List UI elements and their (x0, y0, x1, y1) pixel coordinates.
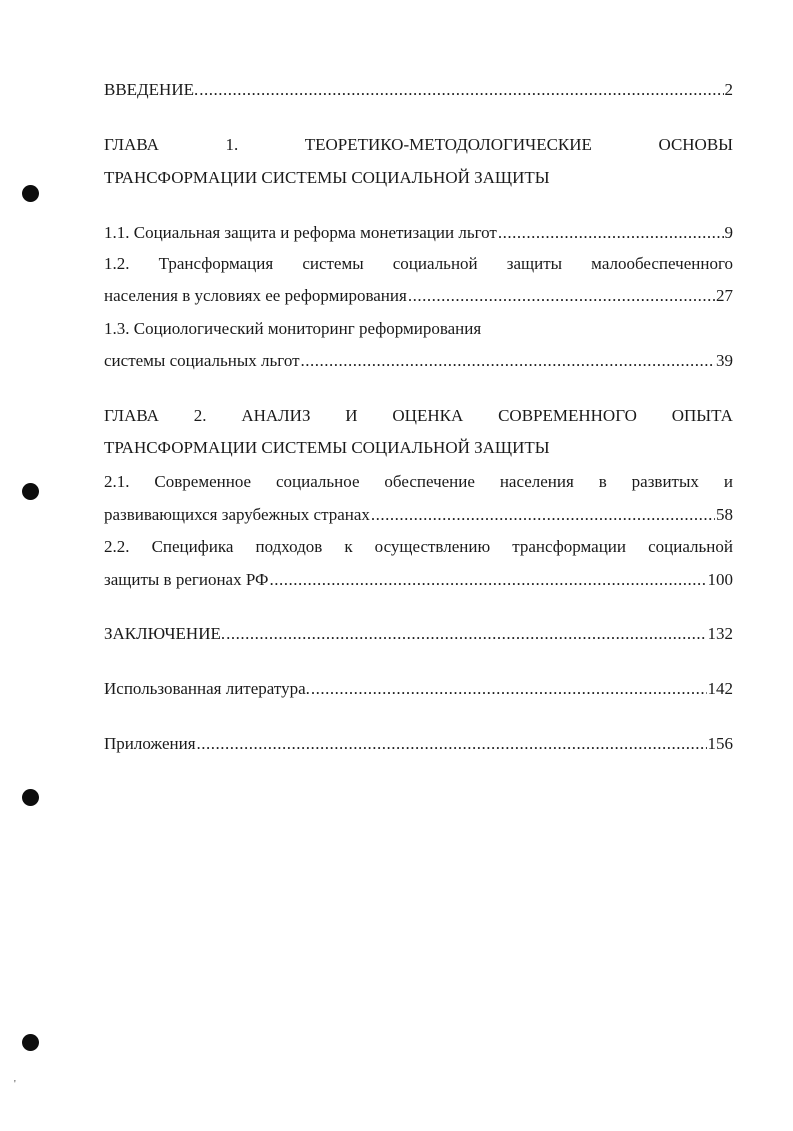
toc-entry-intro (104, 78, 733, 102)
toc-entry-2-1-line1 (104, 470, 733, 494)
toc-page-number: 58 (716, 505, 733, 524)
heading-word: И (345, 406, 358, 425)
toc-page-number: 132 (707, 624, 733, 643)
toc-page-number: 142 (707, 679, 733, 698)
entry-word: системы (302, 254, 364, 273)
heading-word: СОВРЕМЕННОГО (498, 406, 637, 425)
heading-word: ГЛАВА (104, 135, 159, 154)
entry-word: 2.1. (104, 472, 130, 491)
entry-word: трансформации (512, 537, 627, 556)
entry-word: социальной (648, 537, 733, 556)
toc-label: 1.1. Социальная защита и реформа монетизации льгот (104, 223, 497, 242)
leader-dots (199, 78, 723, 102)
toc-entry-2-1-line2 (104, 503, 733, 527)
toc-page-number: 156 (707, 734, 733, 753)
heading-word: 1. (225, 135, 239, 154)
toc-page-number: 9 (724, 223, 733, 242)
entry-word: малообеспеченного (591, 254, 733, 273)
heading-word: ОЦЕНКА (392, 406, 464, 425)
binder-hole (22, 185, 39, 202)
heading-word: ОПЫТА (671, 406, 733, 425)
toc-page-number: 2 (724, 80, 733, 99)
entry-word: 2.2. (104, 537, 130, 556)
toc-entry-literature (104, 677, 733, 701)
toc-label: системы социальных льгот (104, 351, 300, 370)
toc-entry-1-3-line1: 1.3. Социологический мониторинг реформирования (104, 319, 482, 338)
toc-chapter2-heading (104, 404, 733, 428)
toc-entry-1-2-line2 (104, 284, 733, 308)
entry-word: населения (499, 472, 574, 491)
entry-word: в (598, 472, 607, 491)
toc-label: защиты в регионах РФ (104, 570, 269, 589)
heading-word: ОСНОВЫ (658, 135, 733, 154)
toc-entry-1-2-line1 (104, 252, 733, 276)
toc-page-number: 39 (716, 351, 733, 370)
toc-entry-1-1 (104, 221, 733, 245)
toc-label: развивающихся зарубежных странах (104, 505, 370, 524)
entry-word: Трансформация (158, 254, 274, 273)
heading-word: 2. (193, 406, 207, 425)
heading-word: ГЛАВА (104, 406, 159, 425)
entry-word: обеспечение (384, 472, 475, 491)
toc-entry-2-2-line2 (104, 568, 733, 592)
toc-page-number: 100 (707, 570, 733, 589)
toc-page-number: 27 (716, 286, 733, 305)
heading-word: АНАЛИЗ (241, 406, 311, 425)
leader-dots (498, 221, 724, 245)
entry-word: и (723, 472, 733, 491)
binder-hole (22, 483, 39, 500)
entry-word: осуществлению (374, 537, 491, 556)
toc-entry-1-3-line2 (104, 349, 733, 373)
margin-mark: ' (14, 1079, 16, 1090)
toc-entry-conclusion (104, 622, 733, 646)
entry-word: к (344, 537, 353, 556)
binder-hole (22, 1034, 39, 1051)
entry-word: защиты (506, 254, 563, 273)
entry-word: подходов (255, 537, 323, 556)
entry-word: развитых (631, 472, 699, 491)
toc-chapter2-heading-line2: ТРАНСФОРМАЦИИ СИСТЕМЫ СОЦИАЛЬНОЙ ЗАЩИТЫ (104, 438, 550, 457)
toc-label: ВВЕДЕНИЕ. (104, 80, 199, 99)
toc-chapter1-heading (104, 133, 733, 157)
entry-word: Специфика (151, 537, 234, 556)
toc-label: населения в условиях ее реформирования (104, 286, 407, 305)
binder-hole (22, 789, 39, 806)
entry-word: 1.2. (104, 254, 130, 273)
heading-word: ТЕОРЕТИКО-МЕТОДОЛОГИЧЕСКИЕ (304, 135, 592, 154)
leader-dots (226, 622, 706, 646)
leader-dots (269, 568, 706, 592)
toc-entry-2-2-line1 (104, 535, 733, 559)
entry-word: социальной (392, 254, 478, 273)
leader-dots (371, 503, 715, 527)
entry-word: Современное (154, 472, 252, 491)
leader-dots (301, 349, 715, 373)
leader-dots (197, 732, 707, 756)
toc-label: Приложения (104, 734, 196, 753)
leader-dots (311, 677, 707, 701)
entry-word: социальное (275, 472, 360, 491)
toc-entry-appendices (104, 732, 733, 756)
toc-chapter1-heading-line2: ТРАНСФОРМАЦИИ СИСТЕМЫ СОЦИАЛЬНОЙ ЗАЩИТЫ (104, 168, 550, 187)
toc-label: Использованная литература. (104, 679, 310, 698)
leader-dots (408, 284, 715, 308)
toc-label: ЗАКЛЮЧЕНИЕ. (104, 624, 226, 643)
